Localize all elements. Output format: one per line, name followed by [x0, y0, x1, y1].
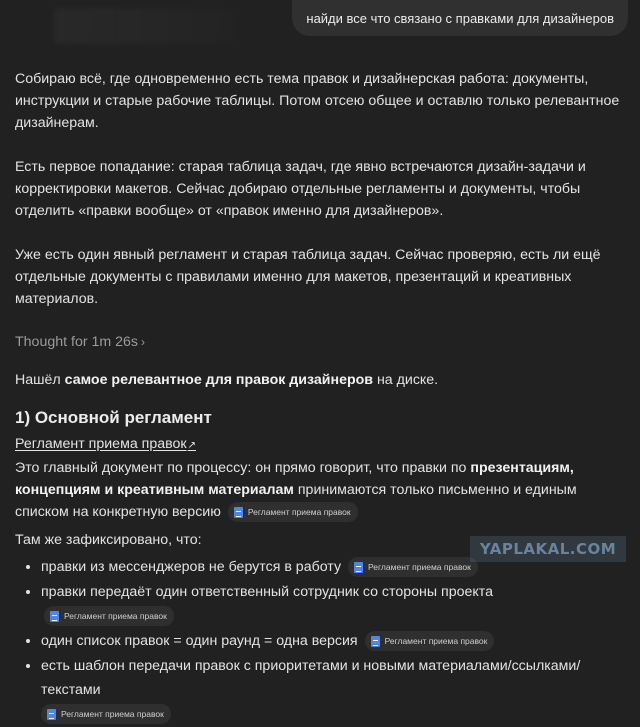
source-chip[interactable]	[348, 557, 478, 577]
faded-previous-content	[54, 8, 234, 44]
summary-line	[15, 369, 625, 391]
source-chip[interactable]	[44, 606, 174, 626]
status-message-3: Уже есть один явный регламент и старая таблица задач. Сейчас проверяю, есть ли ещё отдельные документы с правилами именно для макетов, презентаций и креативных материалов.	[15, 247, 601, 307]
google-doc-icon	[50, 611, 59, 622]
user-message-text: найди все что связано с правками для дизайнеров	[306, 10, 614, 26]
source-chip[interactable]	[365, 631, 495, 651]
list-item-text: есть шаблон передачи правок с приоритетами и новыми материалами/ссылками/текстами	[41, 658, 581, 698]
list-item	[41, 629, 625, 653]
desc-pre: Это главный документ по процессу: он прямо говорит, что правки по	[15, 460, 471, 476]
assistant-response	[15, 68, 625, 727]
list-item-text: один список правок = один раунд = одна версия	[41, 633, 358, 649]
google-doc-icon	[234, 507, 243, 518]
summary-pre: Нашёл	[15, 372, 65, 388]
doc-link-text: Регламент приема правок	[15, 436, 187, 452]
list-item-text: правки из мессенджеров не берутся в работу	[41, 559, 342, 575]
google-doc-icon	[354, 562, 363, 573]
desc-bold: презентациям, концепциям и креативным материалам	[15, 460, 574, 498]
summary-bold: самое релевантное для правок дизайнеров	[64, 372, 374, 388]
source-chip[interactable]	[228, 502, 358, 522]
list-item	[41, 580, 625, 628]
watermark-text: YAPLAKAL.COM	[479, 540, 617, 558]
section-title: 1) Основной регламент	[15, 408, 212, 427]
doc-link[interactable]	[15, 433, 196, 457]
chip-label: Регламент приема правок	[61, 709, 164, 720]
user-message-bubble	[292, 0, 628, 36]
chip-label: Регламент приема правок	[64, 611, 167, 622]
google-doc-icon	[47, 709, 56, 720]
status-message-2: Есть первое попадание: старая таблица задач, где явно встречаются дизайн-задачи и корректировки макетов. Сейчас добираю отдельные регламенты и документы, чтобы отделить «правки вообще» от «правок именно для дизайнеров».	[15, 159, 586, 219]
chevron-right-icon: ›	[141, 335, 146, 349]
list-item-text: правки передаёт один ответственный сотрудник со стороны проекта	[41, 584, 493, 600]
status-message-1: Собираю всё, где одновременно есть тема правок и дизайнерская работа: документы, инструкции и старые рабочие таблицы. Потом отсею общее и оставлю только релевантное дизайнерам.	[15, 71, 620, 131]
summary-post: на диске.	[373, 372, 439, 388]
fixed-label: Там же зафиксировано, что:	[15, 532, 202, 548]
chip-label: Регламент приема правок	[368, 562, 471, 573]
google-doc-icon	[371, 636, 380, 647]
doc-description	[15, 457, 625, 523]
external-link-icon: ↗	[187, 440, 196, 451]
source-chip[interactable]	[41, 704, 171, 724]
desc-post: принимаются только письменно и единым списком на конкретную версию	[15, 482, 577, 520]
bullet-list	[15, 555, 625, 726]
watermark-logo	[470, 536, 626, 562]
list-item	[41, 654, 625, 726]
doc-link-row	[15, 433, 625, 457]
thought-toggle[interactable]	[15, 331, 625, 353]
chip-label: Регламент приема правок	[384, 636, 488, 647]
chip-label: Регламент приема правок	[247, 507, 351, 518]
thought-label: Thought for 1m 26s	[15, 334, 139, 350]
